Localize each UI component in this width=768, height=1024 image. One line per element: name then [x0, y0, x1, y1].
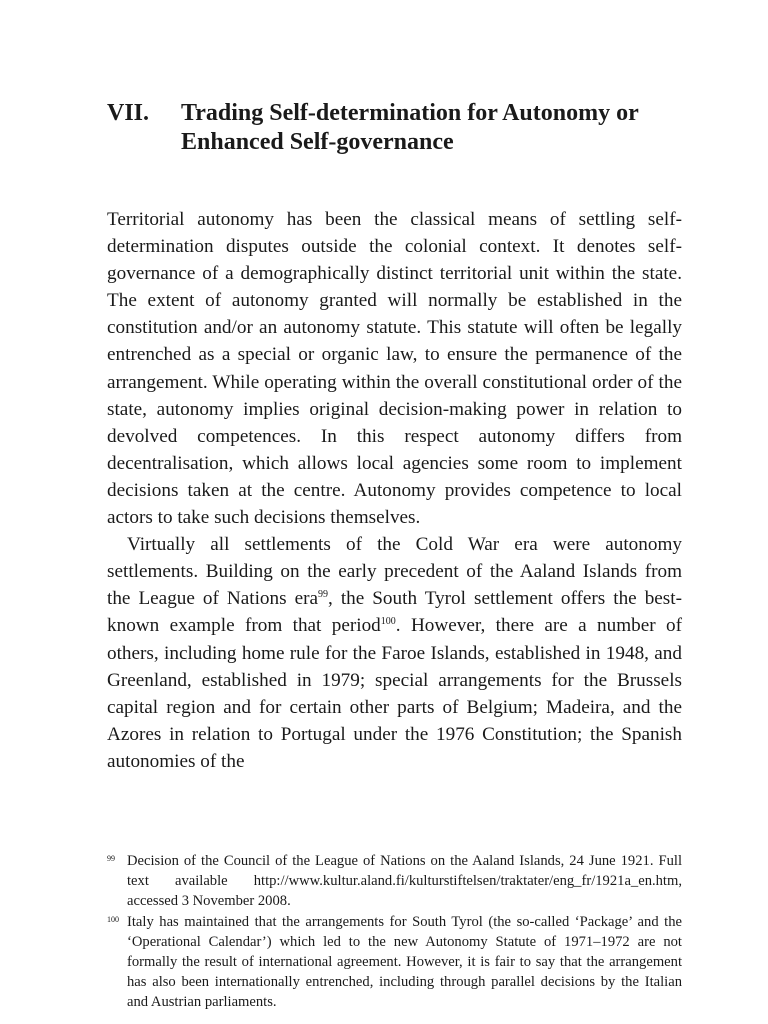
paragraph-2-text-1: Virtually all settlements of the Cold War era were autonomy settlements. Building on the early precedent of the Aaland Islands from the League of Nations era	[107, 534, 682, 610]
footnote-100	[107, 912, 682, 1013]
section-title: Trading Self-determination for Autonomy or Enhanced Self-governance	[181, 100, 639, 155]
footnote-99	[107, 851, 682, 912]
footnote-99-text-after: , accessed 3 November 2008.	[127, 873, 682, 910]
body-text	[107, 206, 682, 775]
section-number: VII.	[107, 100, 150, 126]
footnote-text: Italy has maintained that the arrangements for South Tyrol (the so-called ‘Package’ and the ‘Operational Calendar’) which led to the new Autonomy Statute of 1971–1972 are not formally the result of international agreement. However, it is fair to say that the arrangement has also been internationally entrenched, including through parallel decisions by the Italian and Austrian parliaments.	[127, 913, 682, 1011]
footnote-number: 99	[107, 854, 115, 863]
footnote-reference-99[interactable]: 99	[318, 589, 329, 601]
paragraph-2-text-3: . However, there are a number of others, including home rule for the Faroe Islands, established in 1948, and Greenland, established in 1979; special arrangements for the Brussels capital region and for certain other parts of Belgium; Madeira, and the Azores in relation to Portugal under the 1976 Constitution; the Spanish autonomies of the	[107, 615, 683, 772]
section-heading	[107, 99, 682, 157]
paragraph-1: Territorial autonomy has been the classical means of settling self-determination disputes outside the colonial context. It denotes self-governance of a demographically distinct territorial unit within the state. The extent of autonomy granted will normally be established in the constitution and/or an autonomy statute. This statute will often be legally entrenched as a special or organic law, to ensure the permanence of the arrangement. While operating within the overall constitutional order of the state, autonomy implies original decision-making power in relation to devolved competences. In this respect autonomy differs from decentralisation, which allows local agencies some room to implement decisions taken at the centre. Autonomy provides competence to local actors to take such decisions themselves.	[107, 209, 682, 529]
paragraph-2-text-2: , the South Tyrol settlement offers the best-known example from that period	[107, 588, 682, 637]
footnote-99-text-before: Decision of the Council of the League of Nations on the Aaland Islands, 24 June 1921. Full text available	[127, 853, 682, 890]
document-page	[107, 0, 682, 1024]
footnote-text	[127, 851, 682, 912]
footnote-reference-100[interactable]: 100	[380, 616, 396, 628]
footnote-99-link[interactable]: http://www.kultur.aland.fi/kulturstiftelsen/traktater/eng_fr/1921a_en.htm	[253, 873, 679, 890]
paragraph-2	[107, 531, 682, 775]
footnote-number: 100	[107, 914, 119, 924]
footnotes	[107, 851, 682, 1013]
